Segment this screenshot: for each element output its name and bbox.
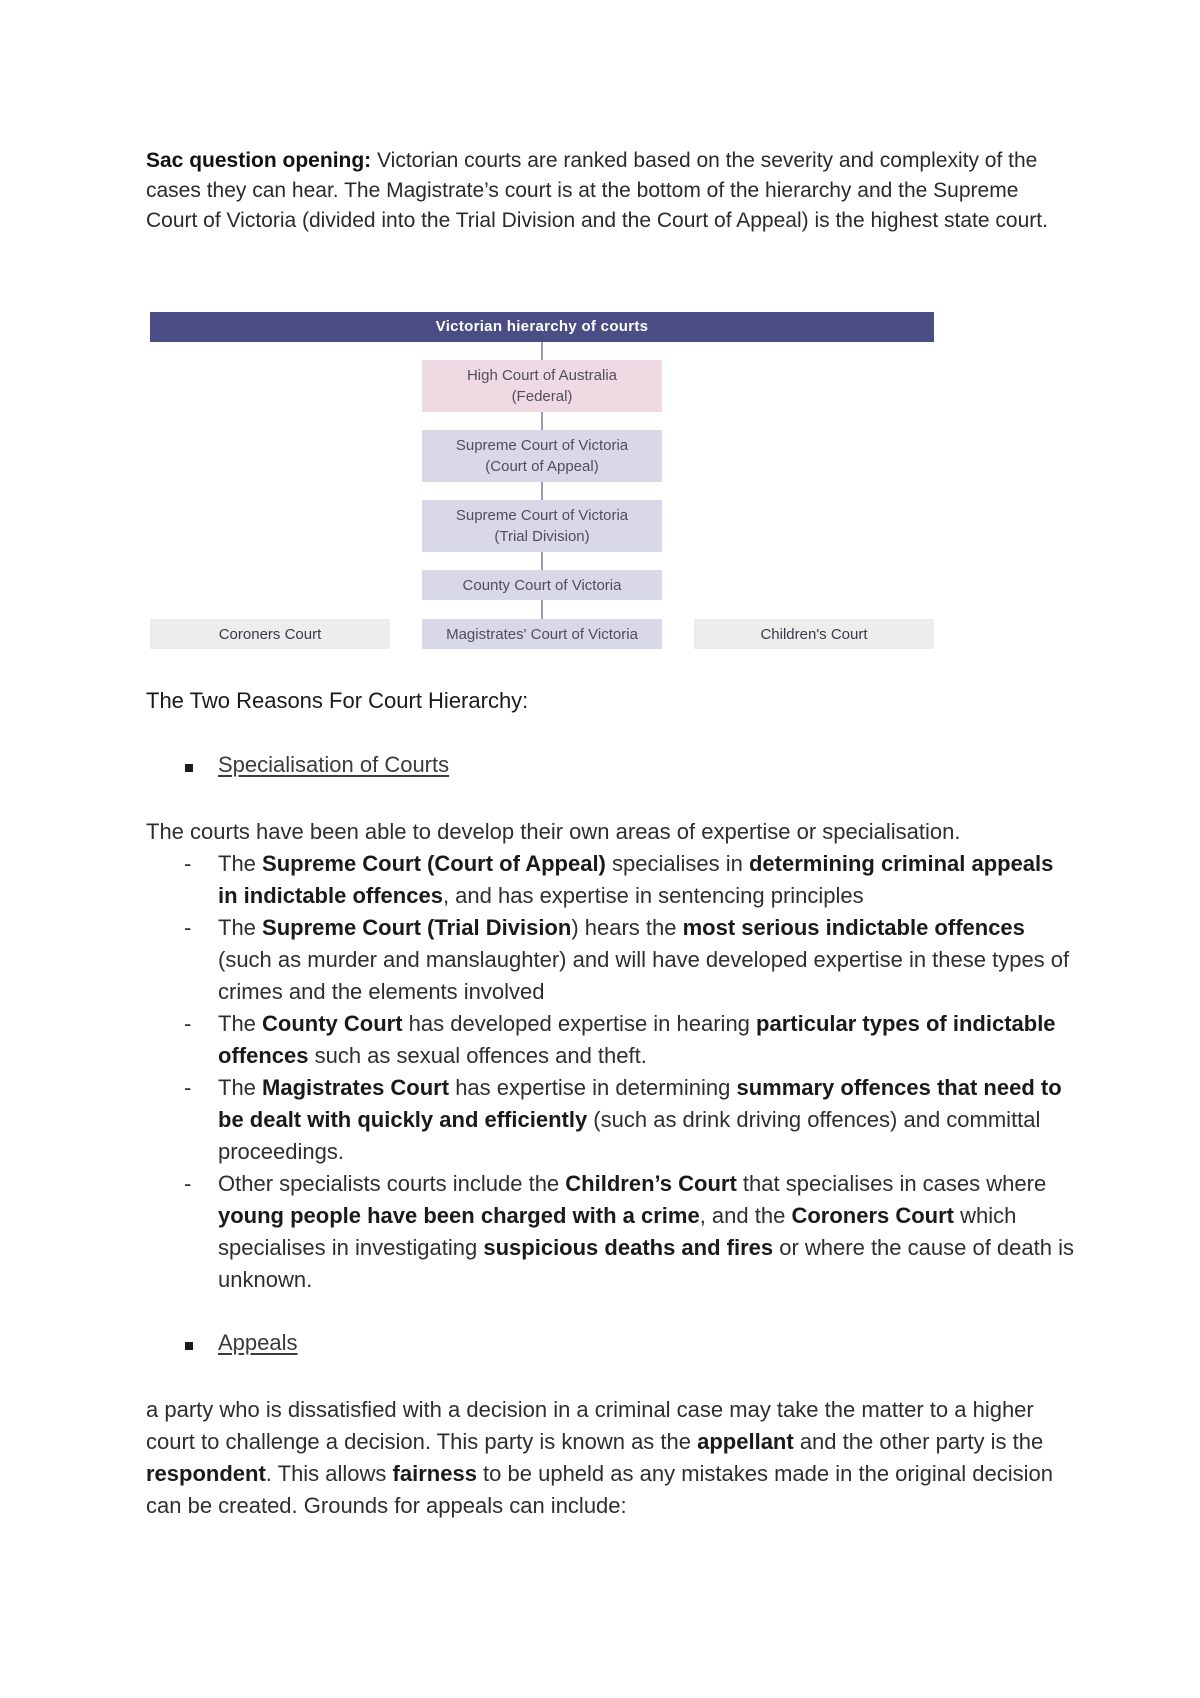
trial-division-box (422, 500, 662, 552)
appeals-paragraph (146, 1394, 1066, 1522)
item-bold: Magistrates Court (262, 1075, 450, 1100)
list-item-trial-division (146, 912, 1076, 1008)
appeals-heading: Appeals (218, 1330, 298, 1355)
coroners-court-name: Coroners Court (218, 625, 322, 643)
list-dash: - (184, 1171, 192, 1196)
intro-label: Sac question opening: (146, 149, 372, 172)
item-text: The (218, 1075, 263, 1100)
item-text: or where the cause of death is unknown. (218, 1235, 1074, 1292)
appeals-text: a party who is dissatisfied with a decision in a criminal case may take the matter to a higher court to challenge a decision. This party is known as the (146, 1397, 1034, 1454)
list-dash: - (184, 1075, 192, 1100)
diagram-title: Victorian hierarchy of courts (150, 312, 934, 342)
intro-paragraph (146, 146, 1056, 236)
item-text: Other specialists courts include the (218, 1171, 566, 1196)
list-dash: - (184, 1011, 192, 1036)
item-bold: most serious indictable offences (682, 915, 1025, 940)
list-dash: - (184, 851, 192, 876)
appellant-term: appellant (697, 1429, 794, 1454)
court-hierarchy-diagram (150, 312, 934, 652)
item-text: The (218, 851, 263, 876)
list-dash: - (184, 915, 192, 940)
item-bold: summary offences that need to be dealt with quickly and efficiently (218, 1075, 1062, 1132)
square-bullet-icon (185, 1342, 193, 1350)
high-court-box (422, 360, 662, 412)
item-text: such as sexual offences and theft. (308, 1043, 647, 1068)
item-text: specialises in (605, 851, 749, 876)
item-text: has expertise in determining (449, 1075, 737, 1100)
magistrates-court-name: Magistrates' Court of Victoria (446, 625, 638, 643)
fairness-term: fairness (392, 1461, 477, 1486)
item-text: which specialises in investigating (218, 1203, 1017, 1260)
specialisation-heading: Specialisation of Courts (218, 752, 450, 777)
coroners-court-box (150, 619, 390, 649)
item-text: (such as murder and manslaughter) and will have developed expertise in these types of crimes and the elements involved (218, 947, 1070, 1004)
childrens-court-name: Children's Court (760, 625, 868, 643)
list-item-specialist-courts (146, 1168, 1076, 1296)
item-bold: Supreme Court (Court of Appeal) (262, 851, 606, 876)
court-of-appeal-division: (Court of Appeal) (485, 458, 599, 475)
county-court-name: County Court of Victoria (462, 576, 622, 594)
court-of-appeal-name: Supreme Court of Victoria (455, 437, 629, 454)
high-court-name: High Court of Australia (466, 367, 618, 384)
magistrates-court-box (422, 619, 662, 649)
appeals-text: . This allows (265, 1461, 393, 1486)
item-bold: particular types of indictable offences (218, 1011, 1056, 1068)
item-bold: Coroners Court (791, 1203, 954, 1228)
appeals-text: and the other party is the (793, 1429, 1044, 1454)
list-item-magistrates-court (146, 1072, 1076, 1168)
item-bold: suspicious deaths and fires (483, 1235, 774, 1260)
section-heading: The Two Reasons For Court Hierarchy: (146, 688, 529, 713)
respondent-term: respondent (146, 1461, 266, 1486)
item-bold: determining criminal appeals in indictable offences (218, 851, 1054, 908)
list-item-county-court (146, 1008, 1076, 1072)
county-court-box (422, 570, 662, 600)
item-bold: County Court (262, 1011, 403, 1036)
trial-division-name: Supreme Court of Victoria (455, 507, 629, 524)
item-text: The (218, 915, 263, 940)
item-text: , and the (699, 1203, 792, 1228)
specialisation-list (146, 848, 1076, 1296)
childrens-court-box (694, 619, 934, 649)
high-court-jurisdiction: (Federal) (511, 388, 573, 405)
court-of-appeal-box (422, 430, 662, 482)
item-text: , and has expertise in sentencing principles (442, 883, 864, 908)
item-bold: Children’s Court (565, 1171, 737, 1196)
trial-division-division: (Trial Division) (494, 528, 590, 545)
item-text: The (218, 1011, 263, 1036)
square-bullet-icon (185, 764, 193, 772)
specialisation-intro: The courts have been able to develop their own areas of expertise or specialisation. (146, 819, 961, 844)
item-text: has developed expertise in hearing (402, 1011, 757, 1036)
item-bold: Supreme Court (Trial Division (262, 915, 572, 940)
item-text: ) hears the (571, 915, 683, 940)
appeals-text: to be upheld as any mistakes made in the original decision can be created. Grounds for appeals can include: (146, 1461, 1053, 1518)
list-item-court-of-appeal (146, 848, 1076, 912)
item-text: that specialises in cases where (736, 1171, 1047, 1196)
item-text: (such as drink driving offences) and committal proceedings. (218, 1107, 1041, 1164)
item-bold: young people have been charged with a crime (218, 1203, 700, 1228)
intro-text: Victorian courts are ranked based on the severity and complexity of the cases they can hear. The Magistrate’s court is at the bottom of the hierarchy and the Supreme Court of Victoria (divided into the Trial Division and the Court of Appeal) is the highest state court. (146, 149, 1048, 232)
